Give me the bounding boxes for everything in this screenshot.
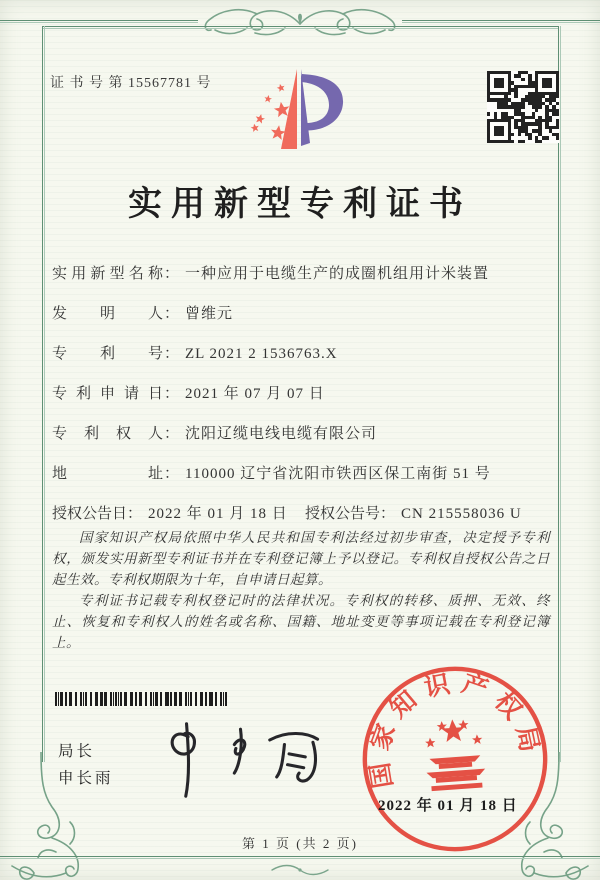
field-colon: ： (164, 466, 180, 482)
grant-date-value: 2022 年 01 月 18 日 (148, 506, 288, 522)
field-row-patentee (52, 416, 552, 456)
field-label: 实用新型名称 (52, 266, 164, 282)
legal-paragraph-2: 专利证书记载专利权登记时的法律状况。专利权的转移、质押、无效、终止、恢复和专利权人的姓名或名称、国籍、地址变更等事项记载在专利登记簿上。 (52, 593, 550, 650)
field-row-inventor (52, 296, 552, 336)
grant-number-label: 授权公告号 (305, 506, 381, 522)
field-value: 一种应用于电缆生产的成圈机组用计米装置 (185, 266, 490, 282)
field-value: ZL 2021 2 1536763.X (185, 346, 338, 362)
grant-number-pair (305, 502, 522, 523)
top-border-line-left (0, 20, 198, 21)
field-label: 专利申请日 (52, 386, 164, 402)
director-name: 申长雨 (58, 770, 114, 787)
seal-national-emblem (423, 717, 487, 791)
grant-number-value: CN 215558036 U (401, 506, 522, 522)
field-label: 发明人 (52, 306, 164, 322)
director-title: 局长 (58, 743, 96, 760)
field-row-address (52, 456, 552, 496)
page-number: 第 1 页 (共 2 页) (242, 836, 358, 851)
frame-top-line (42, 26, 559, 27)
grant-date-label: 授权公告日 (52, 506, 128, 522)
field-colon: ： (164, 306, 180, 322)
legal-text (52, 527, 550, 653)
barcode (55, 692, 227, 706)
field-colon: ： (164, 266, 180, 282)
grant-date-pair (52, 506, 288, 522)
field-label: 专利号 (52, 346, 164, 362)
director-block (58, 738, 114, 792)
field-list (52, 256, 552, 536)
field-value: 沈阳辽缆电线电缆有限公司 (185, 426, 378, 442)
field-value: 110000 辽宁省沈阳市铁西区保工南街 51 号 (185, 466, 491, 482)
issue-date: 2022 年 01 月 18 日 (378, 798, 518, 814)
field-label: 地址 (52, 466, 164, 482)
frame-left-line (42, 26, 43, 762)
field-row-filing-date (52, 376, 552, 416)
field-colon: ： (380, 506, 396, 522)
seal-text: 国家知识产权局 (363, 667, 547, 791)
field-value: 2021 年 07 月 07 日 (185, 386, 325, 402)
legal-paragraph-1: 国家知识产权局依照中华人民共和国专利法经过初步审查，决定授予专利权，颁发实用新型专利证书并在专利登记簿上予以登记。专利权自授权公告之日起生效。专利权期限为十年，自申请日起算。 (52, 530, 550, 587)
top-flourish-ornament (195, 2, 405, 42)
field-colon: ： (164, 386, 180, 402)
bottom-center-ornament (270, 862, 330, 878)
cnipa-logo (245, 62, 360, 162)
top-border-line-right (402, 20, 600, 21)
field-row-patent-number (52, 336, 552, 376)
director-signature (148, 720, 333, 800)
field-label: 专利权人 (52, 426, 164, 442)
certificate-number: 证 书 号 第 15567781 号 (50, 76, 212, 91)
field-colon: ： (127, 506, 143, 522)
field-colon: ： (164, 346, 180, 362)
certificate-title: 实用新型专利证书 (128, 186, 472, 223)
field-colon: ： (164, 426, 180, 442)
field-value: 曾维元 (185, 306, 234, 322)
qr-code (487, 71, 559, 143)
bottom-border-line (0, 856, 600, 857)
field-row-utility-name (52, 256, 552, 296)
